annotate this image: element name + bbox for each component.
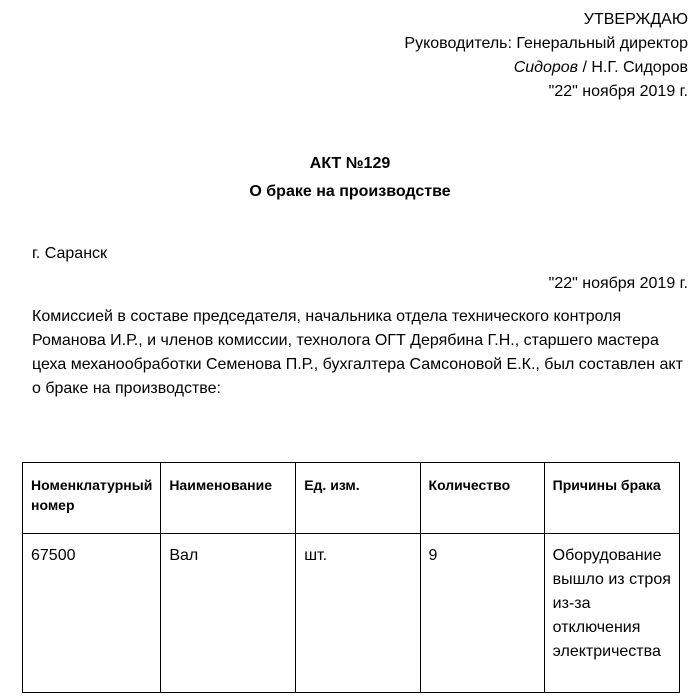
act-title: АКТ №129 (309, 155, 391, 172)
body-line: Комиссией в составе председателя, начальника отдела технического контроля (32, 308, 622, 325)
body-line: Романова И.Р., и членов комиссии, технолога ОГТ Дерябина Г.Н., старшего мастера (32, 332, 659, 349)
table-row (23, 534, 680, 693)
header-item-number: Номенклатурный номер (23, 463, 161, 534)
act-title-block (0, 150, 700, 206)
signature-separator: / (578, 59, 592, 76)
approver-signature: Сидоров (513, 59, 579, 76)
act-subtitle: О браке на производстве (249, 183, 451, 200)
header-quantity: Количество (420, 463, 544, 534)
cell-name: Вал (161, 534, 296, 693)
approval-date: "22" ноября 2019 г. (548, 83, 688, 100)
body-line: цеха механообработки Семенова П.Р., бухгалтера Самсоновой Е.К., был составлен акт (32, 356, 683, 373)
approval-block (404, 8, 688, 104)
cell-unit: шт. (296, 534, 420, 693)
table-header-row (23, 463, 680, 534)
header-name: Наименование (161, 463, 296, 534)
approver-signature-line (404, 56, 688, 80)
header-unit: Ед. изм. (296, 463, 420, 534)
cell-quantity: 9 (420, 534, 544, 693)
cell-item-number: 67500 (23, 534, 161, 693)
act-body-text (32, 305, 688, 401)
approver-position: Руководитель: Генеральный директор (404, 35, 688, 52)
act-city: г. Саранск (32, 245, 108, 262)
cell-defect-reason: Оборудование вышло из строя из-за отключения электричества (544, 534, 679, 693)
act-date: "22" ноября 2019 г. (548, 275, 688, 292)
approval-heading: УТВЕРЖДАЮ (583, 11, 688, 28)
defects-table (22, 462, 680, 693)
header-defect-reason: Причины брака (544, 463, 679, 534)
approver-name: Н.Г. Сидоров (591, 59, 688, 76)
body-line: о браке на производстве: (32, 380, 221, 397)
